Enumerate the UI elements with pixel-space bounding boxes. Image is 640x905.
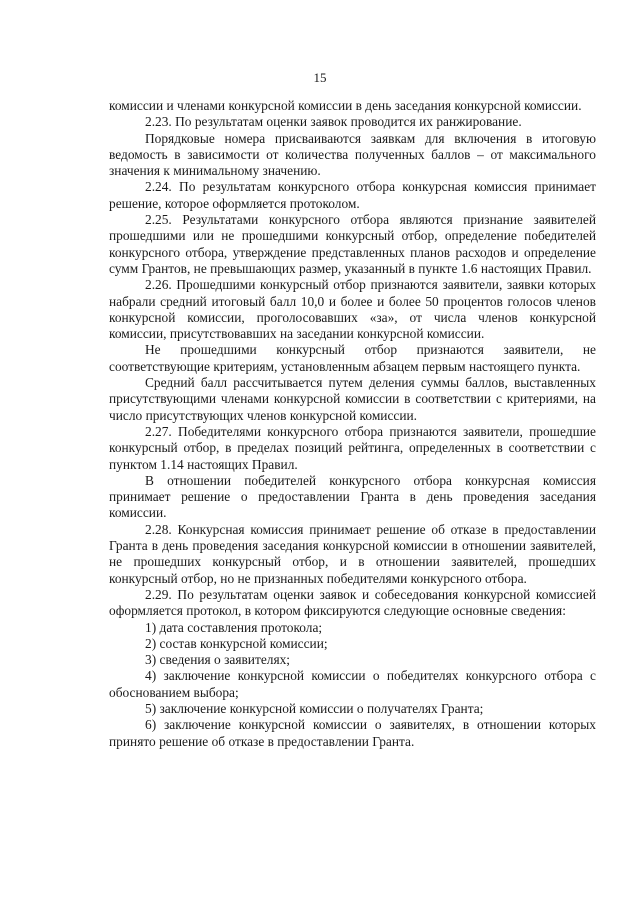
paragraph-2-23: 2.23. По результатам оценки заявок проводится их ранжирование. [145,114,522,130]
page-number: 15 [313,70,327,85]
document-body [109,98,596,750]
paragraph-not-passed: Не прошедшими конкурсный отбор признаются заявители, не соответствующие критериям, установленным абзацем первым настоящего пункта. [109,342,596,374]
list-item: 2) состав конкурсной комиссии; [145,635,328,651]
paragraph-2-27: 2.27. Победителями конкурсного отбора признаются заявители, прошедшие конкурсный отбор, в пределах позиций рейтинга, определенных в соответствии с пунктом 1.14 настоящих Правил. [109,423,596,472]
paragraph-2-29: 2.29. По результатам оценки заявок и собеседования конкурсной комиссией оформляется протокол, в котором фиксируются следующие основные сведения: [109,586,596,619]
list-item: 6) заключение конкурсной комиссии о заявителях, в отношении которых принято решение об отказе в предоставлении Гранта. [109,717,596,749]
paragraph-2-28: 2.28. Конкурсная комиссия принимает решение об отказе в предоставлении Гранта в день проведения заседания конкурсной комиссии в отношении заявителей, не прошедших конкурсный отбор, и в отношении заявителей, прошедших конкурсный отбор, но не признанных победителями конкурсного отбора. [109,521,596,586]
paragraph-2-25: 2.25. Результатами конкурсного отбора являются признание заявителей прошедшими или не прошедшими конкурсный отбор, определение победителей конкурсного отбора, утверждение представленных планов расходов и определение сумм Грантов, не превышающих размер, указанный в пункте 1.6 настоящих Правил. [109,212,596,276]
paragraph-ranking-order: Порядковые номера присваиваются заявкам для включения в итоговую ведомость в зависимости от количества полученных баллов – от максимального значения к минимальному значению. [109,130,596,179]
list-item: 1) дата составления протокола; [145,619,323,635]
list-item: 3) сведения о заявителях; [145,652,291,668]
paragraph-winners-decision: В отношении победителей конкурсного отбора конкурсная комиссия принимает решение о предоставлении Гранта в день проведения заседания комиссии. [109,472,596,521]
list-item: 4) заключение конкурсной комиссии о победителях конкурсного отбора с обоснованием выбора; [109,668,596,700]
paragraph-2-26: 2.26. Прошедшими конкурсный отбор признаются заявители, заявки которых набрали средний итоговый балл 10,0 и более и более 50 процентов голосов членов конкурсной комиссии, проголосовавших «за», от числа членов конкурсной комиссии, присутствовавших на заседании конкурсной комиссии. [109,277,596,342]
list-item: 5) заключение конкурсной комиссии о получателях Гранта; [145,700,484,716]
paragraph-2-24: 2.24. По результатам конкурсного отбора конкурсная комиссия принимает решение, которое оформляется протоколом. [109,179,596,211]
paragraph-average-score: Средний балл рассчитывается путем деления суммы баллов, выставленных присутствующими членами конкурсной комиссии в соответствии с критериями, на число присутствующих членов конкурсной комиссии. [109,375,596,423]
paragraph-continuation: комиссии и членами конкурсной комиссии в день заседания конкурсной комиссии. [109,98,582,113]
